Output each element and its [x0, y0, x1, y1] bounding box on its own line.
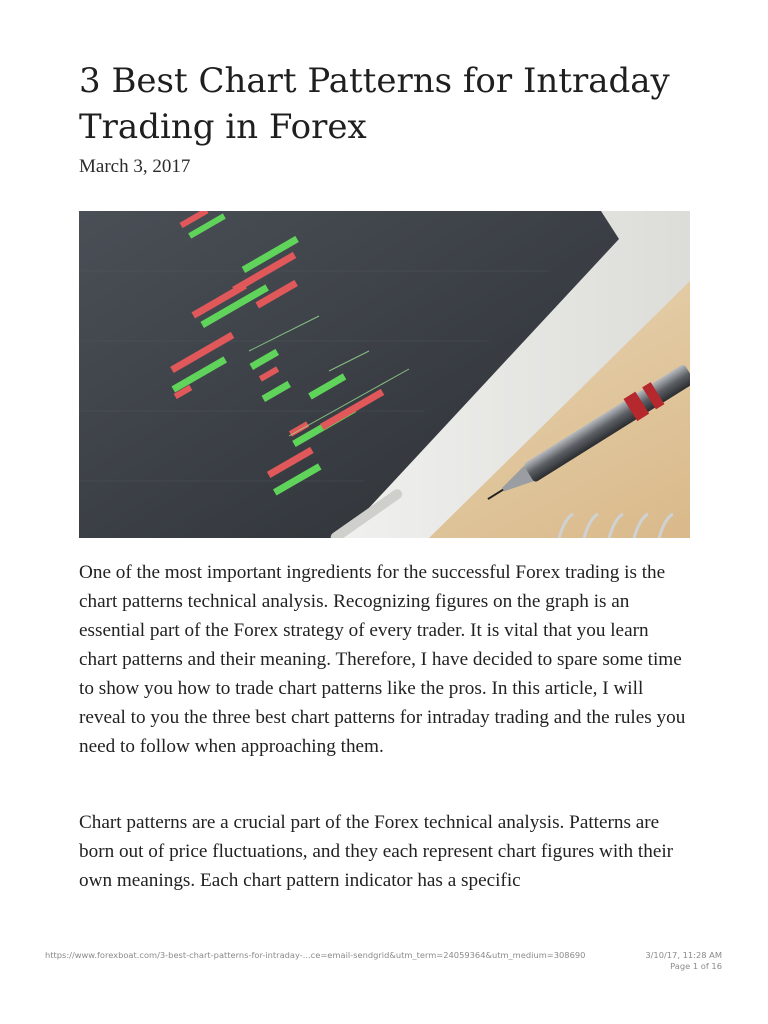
hero-image	[79, 211, 690, 538]
footer-page-number: Page 1 of 16	[670, 961, 722, 971]
footer-url: https://www.forexboat.com/3-best-chart-patterns-for-intraday-...ce=email-sendgrid&utm_term=24059364&utm_medium=308690	[45, 950, 586, 960]
body-paragraph: Chart patterns are a crucial part of the Forex technical analysis. Patterns are born out of price fluctuations, and they each represent chart figures with their own meanings. Each chart pattern indicator has a specific	[79, 812, 674, 891]
article-title: 3 Best Chart Patterns for Intraday Trading in Forex	[79, 61, 670, 147]
tablet-chart-illustration	[79, 211, 690, 538]
footer-timestamp: 3/10/17, 11:28 AM	[645, 950, 722, 960]
footer-meta	[645, 950, 722, 972]
publish-date: March 3, 2017	[79, 156, 191, 177]
intro-paragraph: One of the most important ingredients for the successful Forex trading is the chart patterns technical analysis. Recognizing figures on the graph is an essential part of the Forex strategy of every trader. It is vital that you learn chart patterns and their meaning. Therefore, I have decided to spare some time to show you how to trade chart patterns like the pros. In this article, I will reveal to you the three best chart patterns for intraday trading and the rules you need to follow when approaching them.	[79, 562, 686, 757]
